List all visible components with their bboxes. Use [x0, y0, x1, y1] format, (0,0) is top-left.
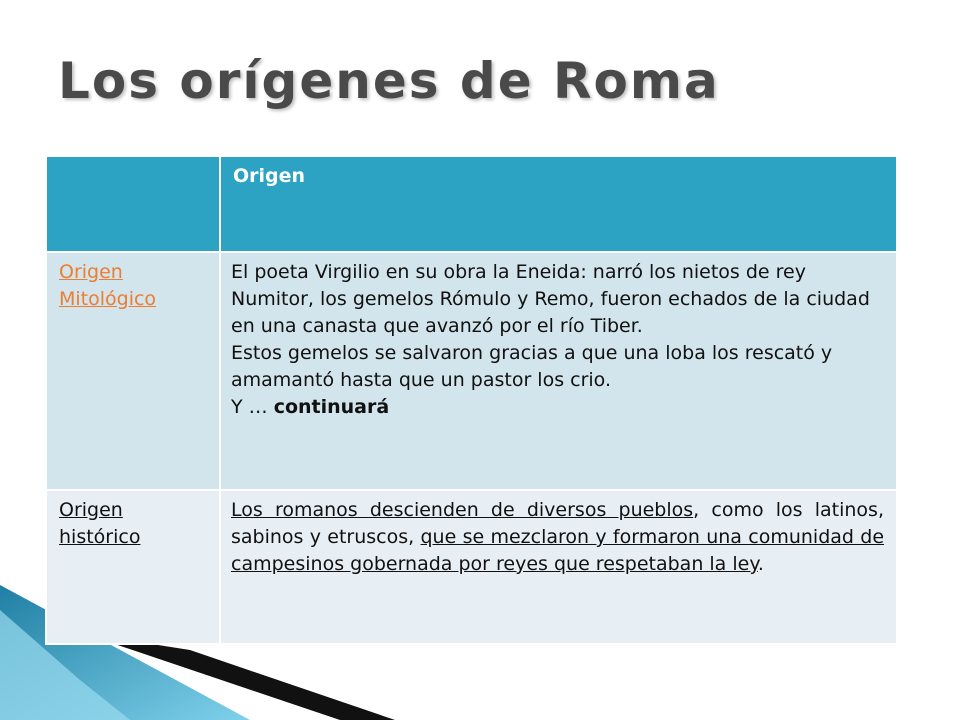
row-label-cell: [46, 490, 220, 644]
row-content-cell: [220, 252, 897, 490]
table-row-mythological: [46, 252, 897, 490]
mythological-paragraph-2: Estos gemelos se salvaron gracias a que una loba los rescató y amamantó hasta que un pastor los crio.: [231, 342, 833, 391]
historical-origin-label: Origen histórico: [59, 499, 141, 548]
mythological-ending: [231, 394, 884, 421]
row-content-cell: [220, 490, 897, 644]
ending-prefix: Y …: [231, 396, 274, 418]
historical-text-part-2: , como los latinos, sabinos y etruscos,: [231, 499, 884, 548]
ending-continuara: continuará: [273, 396, 390, 418]
historical-text-part-3: que se mezclaron y formaron una comunidad de campesinos gobernada por reyes que respetaban la ley: [231, 526, 885, 575]
mythological-paragraph-1: El poeta Virgilio en su obra la Eneida: narró los nietos de rey Numitor, los gemelos Rómulo y Remo, fueron echados de la ciudad en una canasta que avanzó por el río Tiber.: [231, 261, 870, 337]
slide-title: Los orígenes de Roma: [58, 52, 720, 110]
header-origin-cell: Origen: [220, 156, 897, 252]
historical-text-part-4: .: [757, 553, 764, 575]
origins-table: [45, 155, 898, 645]
historical-text-part-1: Los romanos descienden de diversos pueblos: [231, 499, 694, 521]
table-header-row: [46, 156, 897, 252]
mythological-origin-link[interactable]: Origen Mitológico: [59, 261, 157, 310]
header-empty-cell: [46, 156, 220, 252]
row-label-cell: [46, 252, 220, 490]
table-row-historical: [46, 490, 897, 644]
